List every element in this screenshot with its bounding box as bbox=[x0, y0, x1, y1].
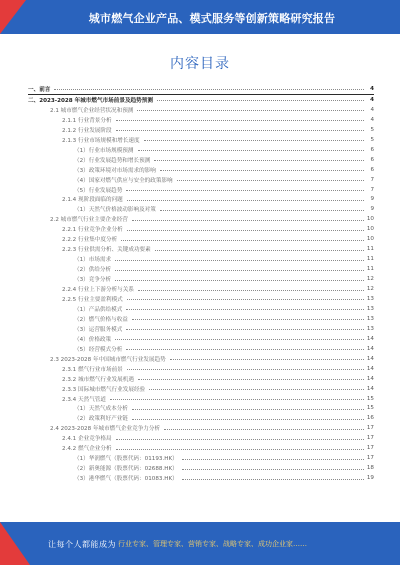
toc-entry[interactable] bbox=[28, 185, 374, 195]
toc-entry[interactable] bbox=[28, 155, 374, 165]
toc-entry-page: 4 bbox=[370, 106, 374, 113]
toc-entry-label: 2.1.1 行业背景分析 bbox=[62, 117, 112, 124]
toc-entry[interactable] bbox=[28, 94, 374, 105]
toc-leader-dots bbox=[116, 130, 364, 131]
toc-entry-page: 7 bbox=[370, 176, 374, 183]
toc-leader-dots bbox=[115, 280, 364, 281]
toc-leader-dots bbox=[137, 110, 364, 111]
toc-entry[interactable] bbox=[28, 165, 374, 175]
toc-entry-label: （1）行业市场规模预测 bbox=[74, 147, 134, 154]
toc-leader-dots bbox=[115, 260, 364, 261]
toc-entry[interactable] bbox=[28, 314, 374, 324]
toc-entry-page: 17 bbox=[366, 435, 374, 442]
toc-entry[interactable] bbox=[28, 204, 374, 214]
toc-entry-page: 9 bbox=[370, 196, 374, 203]
toc-entry-label: （3）运营服务模式 bbox=[74, 326, 123, 333]
toc-entry-label: （1）市场需求 bbox=[74, 257, 112, 264]
toc-entry-page: 6 bbox=[370, 156, 374, 163]
toc-entry[interactable] bbox=[28, 254, 374, 264]
toc-leader-dots bbox=[121, 240, 364, 241]
toc-entry-label: 2.3 2023-2028 年中国城市燃气行业发展趋势 bbox=[50, 356, 166, 363]
toc-entry-label: 2.3.4 天然气管道 bbox=[62, 396, 106, 403]
toc-entry-label: （5）行业发展趋势 bbox=[74, 187, 123, 194]
toc-entry[interactable] bbox=[28, 374, 374, 384]
toc-entry-label: 2.3.3 国际城市燃气行业发展经验 bbox=[62, 386, 146, 393]
toc-entry-page: 17 bbox=[366, 445, 374, 452]
toc-leader-dots bbox=[138, 290, 364, 291]
toc-entry[interactable] bbox=[28, 394, 374, 404]
toc-entry[interactable] bbox=[28, 175, 374, 185]
toc-entry-page: 11 bbox=[366, 256, 374, 263]
toc-entry-label: 2.1.3 行业市场规模和增长速度 bbox=[62, 137, 140, 144]
toc-entry-label: 一、前言 bbox=[28, 86, 51, 93]
toc-entry-page: 4 bbox=[370, 85, 374, 92]
toc-leader-dots bbox=[126, 309, 364, 310]
toc-leader-dots bbox=[127, 230, 364, 231]
toc-leader-dots bbox=[164, 429, 364, 430]
toc-entry-label: （1）天然气价格波动影响及对策 bbox=[74, 207, 156, 214]
toc-entry[interactable] bbox=[28, 125, 374, 135]
footer-brand: 让每个人都能成为 bbox=[48, 540, 116, 549]
toc-entry[interactable] bbox=[28, 264, 374, 274]
toc-leader-dots bbox=[110, 399, 364, 400]
toc-entry-page: 4 bbox=[370, 96, 374, 103]
toc-leader-dots bbox=[126, 329, 364, 330]
toc-entry-label: 2.4 2023-2028 年城市燃气企业竞争力分析 bbox=[50, 426, 161, 433]
toc-entry[interactable] bbox=[28, 214, 374, 224]
toc-entry-page: 12 bbox=[366, 276, 374, 283]
toc-entry-label: 2.2.1 行业竞争企业分析 bbox=[62, 227, 123, 234]
toc-entry-label: （4）价格政策 bbox=[74, 336, 112, 343]
toc-leader-dots bbox=[116, 449, 364, 450]
toc-entry-page: 14 bbox=[366, 365, 374, 372]
toc-leader-dots bbox=[127, 369, 364, 370]
toc-entry[interactable] bbox=[28, 294, 374, 304]
toc-entry-page: 11 bbox=[366, 246, 374, 253]
toc-leader-dots bbox=[132, 409, 364, 410]
toc-entry[interactable] bbox=[28, 274, 374, 284]
toc-entry[interactable] bbox=[28, 284, 374, 294]
toc-entry-page: 15 bbox=[366, 395, 374, 402]
toc-entry-page: 14 bbox=[366, 335, 374, 342]
toc-entry[interactable] bbox=[28, 244, 374, 254]
toc-entry-page: 10 bbox=[366, 216, 374, 223]
toc-leader-dots bbox=[132, 220, 364, 221]
toc-leader-dots bbox=[127, 200, 364, 201]
toc-entry-page: 13 bbox=[366, 315, 374, 322]
toc-entry-label: 2.2.2 行业集中度分析 bbox=[62, 237, 118, 244]
toc-entry-page: 10 bbox=[366, 226, 374, 233]
toc-leader-dots bbox=[155, 250, 364, 251]
toc-leader-dots bbox=[182, 479, 364, 480]
toc-entry[interactable] bbox=[28, 413, 374, 423]
toc-entry-label: 2.4.1 企业竞争格局 bbox=[62, 436, 112, 443]
toc-entry-label: （3）政策环境对市场需求的影响 bbox=[74, 167, 156, 174]
toc-entry[interactable] bbox=[28, 463, 374, 473]
toc-leader-dots bbox=[116, 439, 364, 440]
toc-entry-label: （2）供给分析 bbox=[74, 267, 112, 274]
toc-entry-page: 7 bbox=[370, 186, 374, 193]
toc-entry-page: 14 bbox=[366, 385, 374, 392]
toc-entry-page: 4 bbox=[370, 116, 374, 123]
toc-entry[interactable] bbox=[28, 115, 374, 125]
toc-entry-label: 2.4.2 燃气企业分析 bbox=[62, 446, 112, 453]
toc-entry[interactable] bbox=[28, 473, 374, 483]
toc-entry-label: 2.2.5 行业主要盈利模式 bbox=[62, 296, 123, 303]
toc-entry[interactable] bbox=[28, 404, 374, 414]
toc-entry-page: 17 bbox=[366, 425, 374, 432]
toc-leader-dots bbox=[160, 210, 364, 211]
toc-leader-dots bbox=[127, 299, 364, 300]
toc-entry-label: 2.2.3 行业供需分析、关键成功要素 bbox=[62, 247, 151, 254]
toc-leader-dots bbox=[138, 379, 364, 380]
toc-entry-label: （2）行业发展趋势和增长预测 bbox=[74, 157, 151, 164]
toc-entry-page: 5 bbox=[370, 136, 374, 143]
toc-entry[interactable] bbox=[28, 364, 374, 374]
toc-heading: 内容目录 bbox=[170, 56, 230, 72]
toc-entry-label: 2.1.2 行业发展阶段 bbox=[62, 127, 112, 134]
toc-entry-page: 14 bbox=[366, 345, 374, 352]
toc-entry-label: 2.3.2 城市燃气行业发展机遇 bbox=[62, 376, 134, 383]
toc-leader-dots bbox=[170, 359, 364, 360]
toc-entry-page: 5 bbox=[370, 126, 374, 133]
toc-entry[interactable] bbox=[28, 304, 374, 314]
toc-entry-page: 12 bbox=[366, 286, 374, 293]
toc-entry-label: （1）产品供给模式 bbox=[74, 306, 123, 313]
toc-leader-dots bbox=[115, 270, 364, 271]
toc-leader-dots bbox=[160, 170, 364, 171]
toc-entry-page: 18 bbox=[366, 465, 374, 472]
toc-leader-dots bbox=[157, 100, 364, 101]
toc-leader-dots bbox=[126, 349, 364, 350]
toc-leader-dots bbox=[138, 150, 365, 151]
toc-entry-page: 16 bbox=[366, 415, 374, 422]
report-title: 城市燃气企业产品、模式服务等创新策略研究报告 bbox=[88, 12, 336, 25]
toc-entry[interactable] bbox=[28, 194, 374, 204]
toc-leader-dots bbox=[144, 140, 364, 141]
footer-banner bbox=[0, 522, 400, 565]
toc-entry-page: 9 bbox=[370, 206, 374, 213]
toc-leader-dots bbox=[154, 160, 364, 161]
toc-entry-page: 6 bbox=[370, 166, 374, 173]
toc-entry-label: （1）华润燃气（股票代码：01193.HK） bbox=[74, 456, 178, 463]
table-of-contents bbox=[28, 84, 374, 483]
toc-entry-label: 2.1.4 现阶段面临的问题 bbox=[62, 197, 123, 204]
footer-accent-shape bbox=[0, 522, 30, 565]
toc-leader-dots bbox=[126, 190, 364, 191]
toc-entry-label: （2）新奥能源（股票代码：02688.HK） bbox=[74, 466, 178, 473]
toc-entry[interactable] bbox=[28, 443, 374, 453]
toc-entry-page: 15 bbox=[366, 405, 374, 412]
toc-entry-label: 二、2023-2028 年城市燃气市场前景及趋势预测 bbox=[28, 97, 153, 104]
toc-entry[interactable] bbox=[28, 453, 374, 463]
toc-entry-label: （2）燃气价格与收益 bbox=[74, 316, 128, 323]
toc-entry-label: 2.2.4 行业上下游分析与关系 bbox=[62, 287, 134, 294]
toc-entry-page: 13 bbox=[366, 295, 374, 302]
toc-entry-label: 2.2 城市燃气行业主要企业经营 bbox=[50, 217, 128, 224]
toc-entry[interactable] bbox=[28, 145, 374, 155]
toc-entry[interactable] bbox=[28, 135, 374, 145]
toc-entry-page: 14 bbox=[366, 355, 374, 362]
toc-entry-page: 6 bbox=[370, 146, 374, 153]
toc-entry-page: 13 bbox=[366, 305, 374, 312]
header-banner bbox=[0, 0, 400, 34]
header-accent-shape bbox=[0, 0, 26, 34]
toc-entry[interactable] bbox=[28, 324, 374, 334]
toc-entry[interactable] bbox=[28, 344, 374, 354]
toc-entry[interactable] bbox=[28, 423, 374, 433]
toc-leader-dots bbox=[54, 89, 364, 90]
toc-leader-dots bbox=[177, 180, 364, 181]
toc-entry[interactable] bbox=[28, 384, 374, 394]
toc-entry-page: 14 bbox=[366, 375, 374, 382]
toc-entry-label: （4）国家对燃气供应与安全的政策影响 bbox=[74, 177, 173, 184]
toc-leader-dots bbox=[182, 459, 364, 460]
toc-entry[interactable] bbox=[28, 354, 374, 364]
toc-entry[interactable] bbox=[28, 433, 374, 443]
toc-leader-dots bbox=[116, 120, 364, 121]
toc-entry-page: 17 bbox=[366, 455, 374, 462]
toc-leader-dots bbox=[132, 419, 364, 420]
footer-slogan: 行业专家、管理专家、营销专家、战略专家、成功企业家…… bbox=[118, 540, 307, 548]
toc-entry-label: （3）港华燃气（股票代码：01083.HK） bbox=[74, 476, 178, 483]
toc-entry-page: 13 bbox=[366, 325, 374, 332]
toc-leader-dots bbox=[115, 339, 364, 340]
toc-entry[interactable] bbox=[28, 105, 374, 115]
toc-entry[interactable] bbox=[28, 84, 374, 94]
toc-leader-dots bbox=[149, 389, 364, 390]
toc-entry-label: （5）经营模式分析 bbox=[74, 346, 123, 353]
toc-entry-page: 11 bbox=[366, 266, 374, 273]
toc-entry[interactable] bbox=[28, 224, 374, 234]
toc-entry-label: （3）竞争分析 bbox=[74, 277, 112, 284]
toc-entry-label: 2.1 城市燃气企业经营状况和预测 bbox=[50, 107, 134, 114]
toc-entry-label: 2.3.1 燃气行业市场前景 bbox=[62, 366, 123, 373]
toc-leader-dots bbox=[182, 469, 364, 470]
toc-entry[interactable] bbox=[28, 234, 374, 244]
toc-entry-page: 19 bbox=[366, 475, 374, 482]
toc-leader-dots bbox=[132, 319, 364, 320]
toc-entry[interactable] bbox=[28, 334, 374, 344]
toc-entry-label: （2）政策利好产业链 bbox=[74, 416, 128, 423]
toc-entry-page: 10 bbox=[366, 236, 374, 243]
toc-entry-label: （1）天然气成本分析 bbox=[74, 406, 128, 413]
